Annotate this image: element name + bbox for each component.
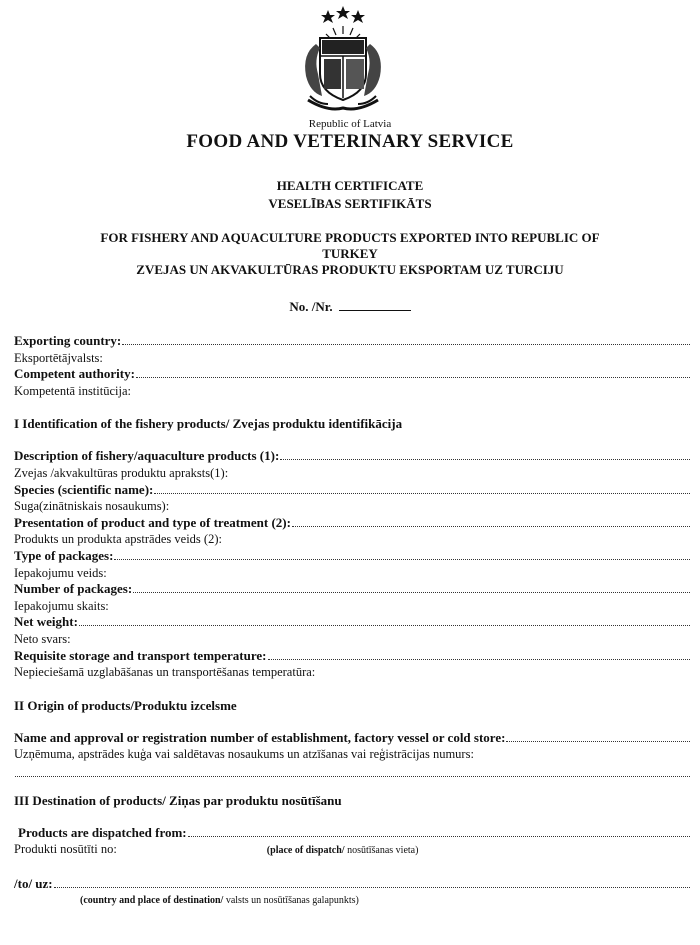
field-temperature-lv: Nepieciešamā uzglabāšanas un transportēšanas temperatūra: <box>14 665 316 680</box>
fill-line[interactable] <box>280 448 690 460</box>
certificate-number-label: No. /Nr. <box>289 299 333 314</box>
fill-line[interactable] <box>79 614 690 626</box>
scope-title-en-line1: FOR FISHERY AND AQUACULTURE PRODUCTS EXPORTED INTO REPUBLIC OF <box>100 230 600 245</box>
field-destination: /to/ uz: <box>14 876 690 893</box>
place-of-dispatch-note: (place of dispatch/ nosūtīšanas vieta) <box>266 845 419 857</box>
certificate-title-en: HEALTH CERTIFICATE <box>276 178 424 193</box>
fill-line[interactable] <box>292 515 690 527</box>
destination-note: (country and place of destination/ valsts un nosūtīšanas galapunkts) <box>80 894 359 906</box>
field-description: Description of fishery/aquaculture products (1): <box>14 448 690 465</box>
certificate-title-lv: VESELĪBAS SERTIFIKĀTS <box>268 196 432 211</box>
scope-title-lv: ZVEJAS UN AKVAKULTŪRAS PRODUKTU EKSPORTAM UZ TURCIJU <box>136 262 564 277</box>
field-dispatched-from: Products are dispatched from: <box>14 825 690 842</box>
fill-line[interactable] <box>15 765 690 777</box>
section-1-title: I Identification of the fishery products/ Zvejas produktu identifikācija <box>14 416 403 432</box>
field-packages-number-lv: Iepakojumu skaits: <box>14 598 109 613</box>
field-presentation-lv: Produkts un produkta apstrādes veids (2): <box>14 532 222 547</box>
fill-line[interactable] <box>188 825 690 837</box>
field-net-weight-lv: Neto svars: <box>14 631 71 646</box>
section-3-title: III Destination of products/ Ziņas par produktu nosūtīšanu <box>14 792 342 808</box>
field-establishment-continuation <box>14 765 690 777</box>
field-species-lv: Suga(zinātniskais nosaukums): <box>14 499 170 514</box>
field-exporting-country: Exporting country: <box>14 333 690 350</box>
field-description-lv: Zvejas /akvakultūras produktu apraksts(1): <box>14 465 229 480</box>
field-temperature: Requisite storage and transport temperature: <box>14 648 690 665</box>
service-title: FOOD AND VETERINARY SERVICE <box>186 131 514 152</box>
field-establishment: Name and approval or registration number of establishment, factory vessel or cold store: <box>14 730 690 747</box>
field-competent-authority: Competent authority: <box>14 366 690 383</box>
field-net-weight: Net weight: <box>14 614 690 631</box>
field-competent-authority-lv: Kompetentā institūcija: <box>14 383 131 398</box>
fill-line[interactable] <box>114 548 690 560</box>
field-packages-type-lv: Iepakojumu veids: <box>14 565 107 580</box>
certificate-number <box>0 299 700 315</box>
fill-line[interactable] <box>136 366 690 378</box>
field-establishment-lv: Uzņēmuma, apstrādes kuģa vai saldētavas nosaukums un atzīšanas vai reģistrācijas numurs: <box>14 747 474 762</box>
fill-line[interactable] <box>154 482 690 494</box>
field-species: Species (scientific name): <box>14 482 690 499</box>
fill-line[interactable] <box>122 333 690 345</box>
certificate-number-field[interactable] <box>339 300 411 311</box>
republic-label: Republic of Latvia <box>308 118 392 130</box>
section-2-title: II Origin of products/Produktu izcelsme <box>14 697 237 713</box>
fill-line[interactable] <box>54 876 690 888</box>
field-packages-number: Number of packages: <box>14 581 690 598</box>
field-presentation: Presentation of product and type of treatment (2): <box>14 515 690 532</box>
certificate-fields <box>14 333 690 906</box>
field-exporting-country-lv: Eksportētājvalsts: <box>14 350 103 365</box>
fill-line[interactable] <box>133 581 690 593</box>
fill-line[interactable] <box>268 648 691 660</box>
field-packages-type: Type of packages: <box>14 548 690 565</box>
scope-title-en-line2: TURKEY <box>322 246 378 261</box>
latvia-coat-of-arms-icon <box>288 4 398 116</box>
field-dispatched-from-lv: Produkti nosūtīti no: (place of dispatch/ nosūtīšanas vieta) <box>14 842 419 857</box>
fill-line[interactable] <box>506 730 690 742</box>
